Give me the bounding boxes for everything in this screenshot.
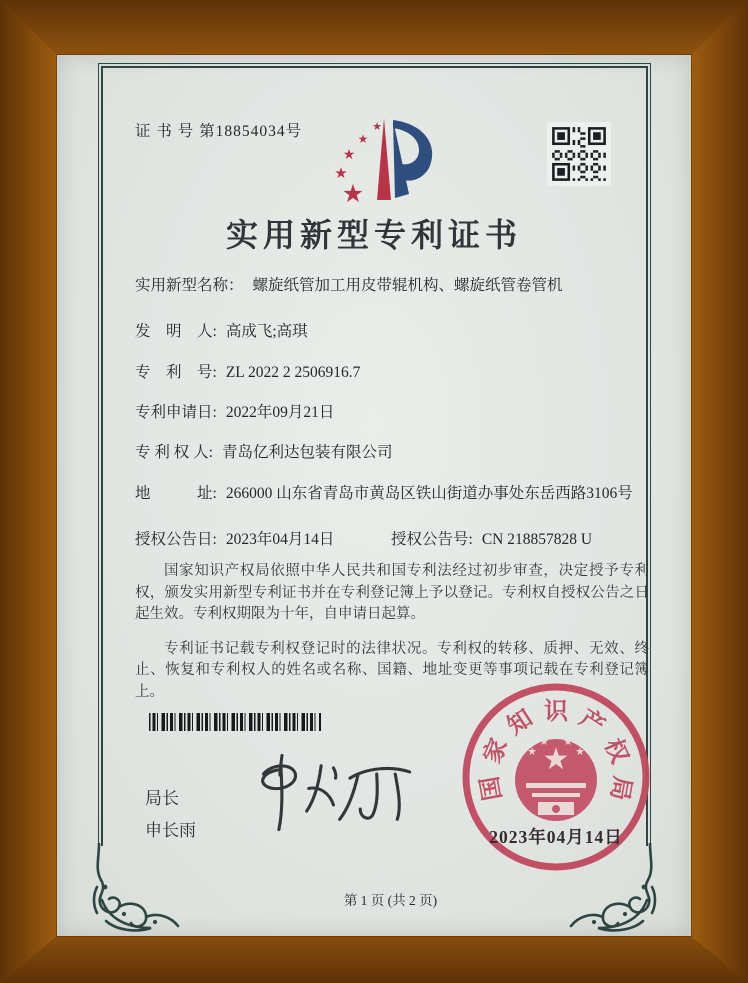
field-label: 专 利 号: — [135, 364, 217, 381]
field-label: 地 址: — [135, 485, 217, 502]
field-label: 授权公告日: — [135, 531, 217, 548]
handwritten-signature-icon — [247, 745, 422, 837]
field-value: 2022年09月21日 — [225, 404, 335, 421]
field-value: CN 218857828 U — [481, 531, 593, 548]
barcode-icon — [149, 713, 321, 731]
signatory-name: 申长雨 — [145, 821, 196, 840]
field-address — [135, 483, 655, 505]
field-value: 螺旋纸管加工用皮带辊机构、螺旋纸管卷管机 — [252, 277, 563, 294]
svg-text:局: 局 — [605, 774, 635, 803]
field-label: 实用新型名称： — [135, 277, 244, 294]
field-value: ZL 2022 2 2506916.7 — [225, 364, 361, 381]
field-value: 2023年04月14日 — [225, 531, 335, 548]
field-value: 高成飞;高琪 — [225, 323, 308, 340]
svg-text:★: ★ — [563, 736, 573, 748]
field-patentee — [135, 442, 655, 464]
field-value: 266000 山东省青岛市黄岛区铁山街道办事处东岳西路3106号 — [225, 485, 633, 502]
field-patent-number — [135, 362, 655, 384]
certificate-title: 实用新型专利证书 — [225, 217, 522, 253]
legal-paragraph-1: 国家知识产权局依照中华人民共和国专利法经过初步审查，决定授予专利权，颁发实用新型专利证书并在专利登记簿上予以登记。专利权自授权公告之日起生效。专利权期限为十年，自申请日起算。 — [135, 563, 649, 622]
svg-text:★: ★ — [342, 148, 356, 163]
emblem-star-icon: ★ — [542, 743, 570, 776]
field-grant-info — [135, 529, 655, 551]
svg-text:权: 权 — [598, 735, 633, 768]
svg-text:★: ★ — [527, 746, 537, 758]
field-grant-number — [391, 529, 592, 551]
field-label: 专利申请日: — [135, 404, 217, 421]
legal-paragraph-2: 专利证书记载专利权登记时的法律状况。专利权的转移、质押、无效、终止、恢复和专利权人的姓名或名称、国籍、地址变更等事项记载在专利登记簿上。 — [135, 640, 649, 700]
field-label: 发 明 人: — [135, 323, 217, 340]
svg-text:家: 家 — [479, 735, 514, 768]
svg-text:★: ★ — [539, 736, 549, 748]
svg-text:★: ★ — [575, 746, 585, 758]
field-filing-date — [135, 402, 655, 424]
qr-code-icon — [547, 119, 611, 189]
svg-text:知: 知 — [503, 705, 538, 741]
svg-text:识: 识 — [544, 699, 568, 725]
svg-text:国: 国 — [477, 774, 507, 803]
signatory-title: 局长 — [145, 789, 179, 808]
field-utility-model-name — [135, 275, 655, 297]
svg-text:★: ★ — [372, 121, 382, 133]
page-number: 第 1 页 (共 2 页) — [343, 893, 438, 908]
field-value: 青岛亿利达包装有限公司 — [221, 444, 393, 461]
field-inventor — [135, 321, 655, 343]
svg-text:★: ★ — [334, 166, 348, 182]
certificate-number: 证 书 号 第18854034号 — [135, 123, 303, 140]
svg-text:产: 产 — [574, 705, 609, 741]
svg-text:★: ★ — [341, 181, 365, 208]
cnipa-logo-icon — [327, 111, 451, 209]
field-label: 授权公告号: — [391, 531, 473, 548]
official-seal-icon — [456, 677, 656, 877]
svg-text:★: ★ — [357, 132, 369, 146]
signatory-block — [145, 783, 196, 847]
field-label: 专 利 权 人: — [135, 444, 213, 461]
certificate-paper — [57, 55, 691, 936]
seal-date: 2023年04月14日 — [489, 827, 623, 847]
